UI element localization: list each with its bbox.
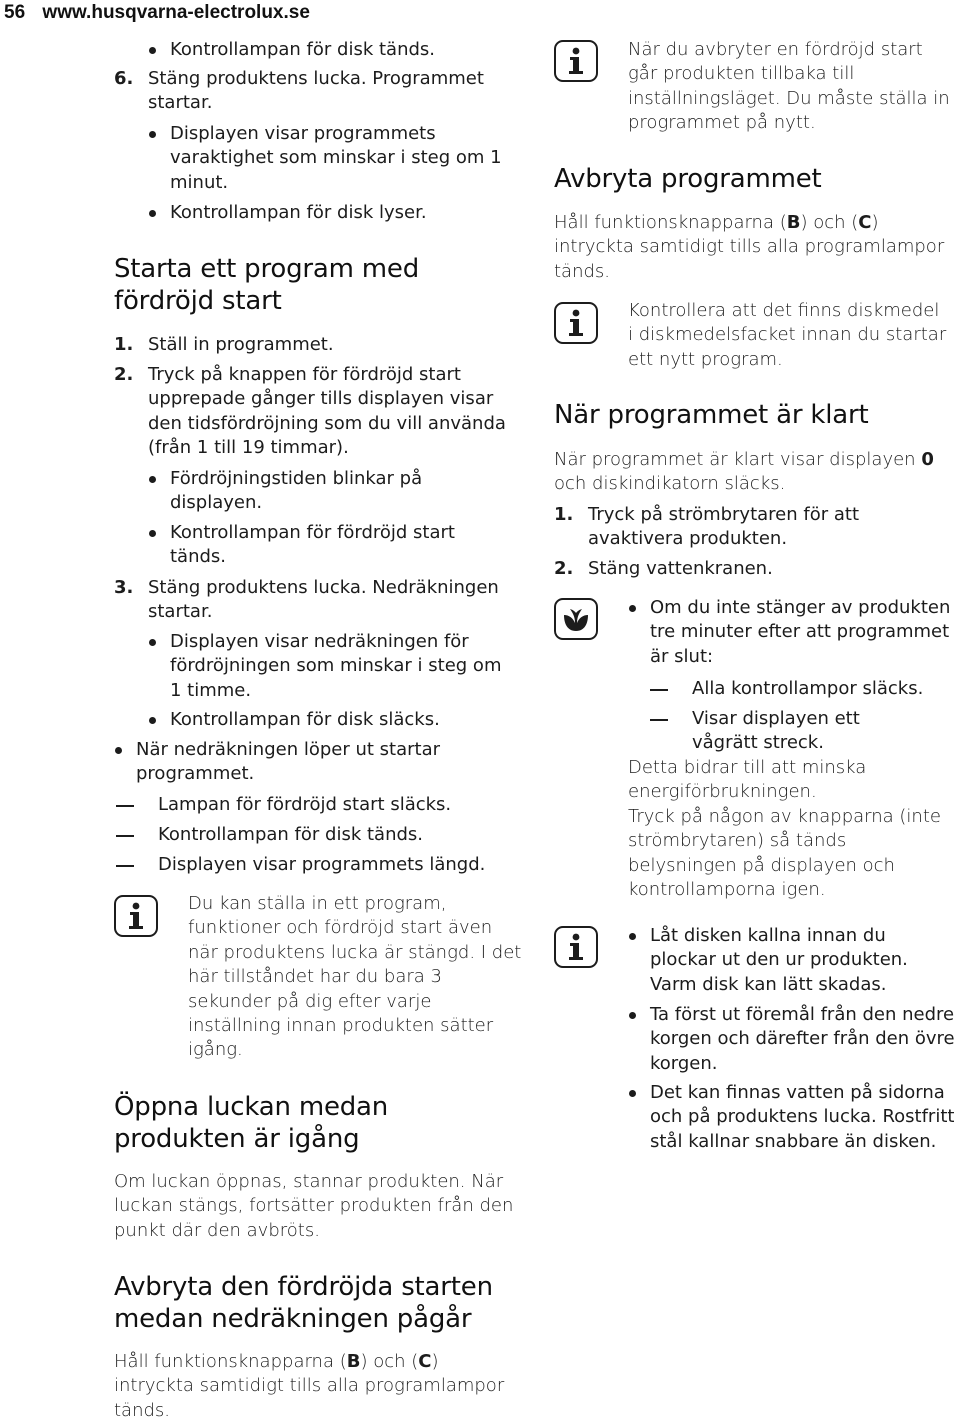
heading-program-done: När programmet är klart	[554, 400, 869, 430]
eco-paragraph-2: Tryck på någon av knapparna (inte strömbrytaren) så tänds belysningen på displayen och kontrollamporna igen.	[628, 806, 941, 901]
dash-item: Kontrollampan för disk tänds.	[116, 823, 516, 847]
bullet-item: Det kan finnas vatten på sidorna och på produktens lucka. Rostfritt stål kallnar snabbare än disken.	[628, 1081, 956, 1154]
info-icon	[554, 40, 598, 82]
bullet-item: Fördröjningstiden blinkar på displayen.	[148, 467, 498, 516]
info-icon	[114, 895, 158, 937]
paragraph-cancel-program: Håll funktionsknapparna (B) och (C) intryckta samtidigt tills alla programlampor tänds.	[554, 212, 945, 282]
info-note-cancel-delay: När du avbryter en fördröjd start går produkten tillbaka till inställningsläget. Du måste ställa in programmet på nytt.	[628, 39, 950, 134]
bullet-item: Displayen visar nedräkningen för fördröjningen som minskar i steg om 1 timme.	[148, 630, 508, 703]
eco-paragraph-1: Detta bidrar till att minska energiförbrukningen.	[628, 757, 867, 803]
dash-item: Visar displayen ett vågrätt streck.	[650, 707, 930, 756]
bullet-item: Ta först ut föremål från den nedre korgen och därefter från den övre korgen.	[628, 1003, 956, 1076]
dash-item: Alla kontrollampor släcks.	[650, 677, 956, 701]
bullet-item: Displayen visar programmets varaktighet som minskar i steg om 1 minut.	[148, 122, 508, 195]
heading-delayed-start: Starta ett program med fördröjd start	[114, 254, 420, 316]
heading-cancel-delayed-start: Avbryta den fördröjda starten medan nedräkningen pågår	[114, 1272, 493, 1334]
paragraph-open-door: Om luckan öppnas, stannar produkten. När luckan stängs, fortsätter produkten från den punkt där den avbröts.	[114, 1171, 514, 1241]
step-3: 3. Stäng produktens lucka. Nedräkningen startar.	[114, 577, 499, 623]
page-header	[4, 2, 310, 24]
bullet-item: Om du inte stänger av produkten tre minuter efter att programmet är slut:	[628, 596, 956, 669]
heading-cancel-program: Avbryta programmet	[554, 164, 822, 194]
page-number: 56	[4, 2, 26, 23]
bullet-item: Kontrollampan för fördröjd start tänds.	[148, 521, 488, 570]
done-step-1: 1. Tryck på strömbrytaren för att avaktivera produkten.	[554, 504, 860, 550]
dash-item: Displayen visar programmets längd.	[116, 853, 516, 877]
bullet-item: Kontrollampan för disk släcks.	[148, 708, 524, 732]
info-icon	[554, 302, 598, 344]
bullet-item: Kontrollampan för disk tänds.	[148, 38, 524, 62]
done-step-2: 2. Stäng vattenkranen.	[554, 558, 773, 579]
step-6: 6. Stäng produktens lucka. Programmet startar.	[114, 68, 484, 114]
bullet-item: Låt disken kallna innan du plockar ut den ur produkten. Varm disk kan lätt skadas.	[628, 924, 938, 997]
bullet-item: Kontrollampan för disk lyser.	[148, 201, 524, 225]
dash-item: Lampan för fördröjd start släcks.	[116, 793, 516, 817]
heading-open-door: Öppna luckan medan produkten är igång	[114, 1092, 389, 1154]
environment-icon	[554, 598, 598, 640]
info-icon	[554, 926, 598, 968]
info-note-settings: Du kan ställa in ett program, funktioner och fördröjd start även när produktens lucka är stängd. I det här tillståndet har du bara 3 sekunder på dig efter varje inställning innan produkten sätter igång.	[188, 893, 522, 1061]
info-note-detergent: Kontrollera att det finns diskmedel i diskmedelsfacket innan du startar ett nytt program.	[628, 300, 947, 370]
step-2: 2. Tryck på knappen för fördröjd start upprepade gånger tills displayen visar den tidsfördröjning som du vill använda (från 1 till 19 timmar).	[114, 364, 506, 459]
paragraph-program-done: När programmet är klart visar displayen 0 och diskindikatorn släcks.	[554, 449, 934, 495]
website-url[interactable]: www.husqvarna-electrolux.se	[42, 2, 310, 23]
step-1: 1. Ställ in programmet.	[114, 334, 334, 355]
bullet-item: När nedräkningen löper ut startar programmet.	[114, 738, 524, 787]
paragraph-cancel-delayed-start: Håll funktionsknapparna (B) och (C) intryckta samtidigt tills alla programlampor tänds.	[114, 1351, 505, 1420]
